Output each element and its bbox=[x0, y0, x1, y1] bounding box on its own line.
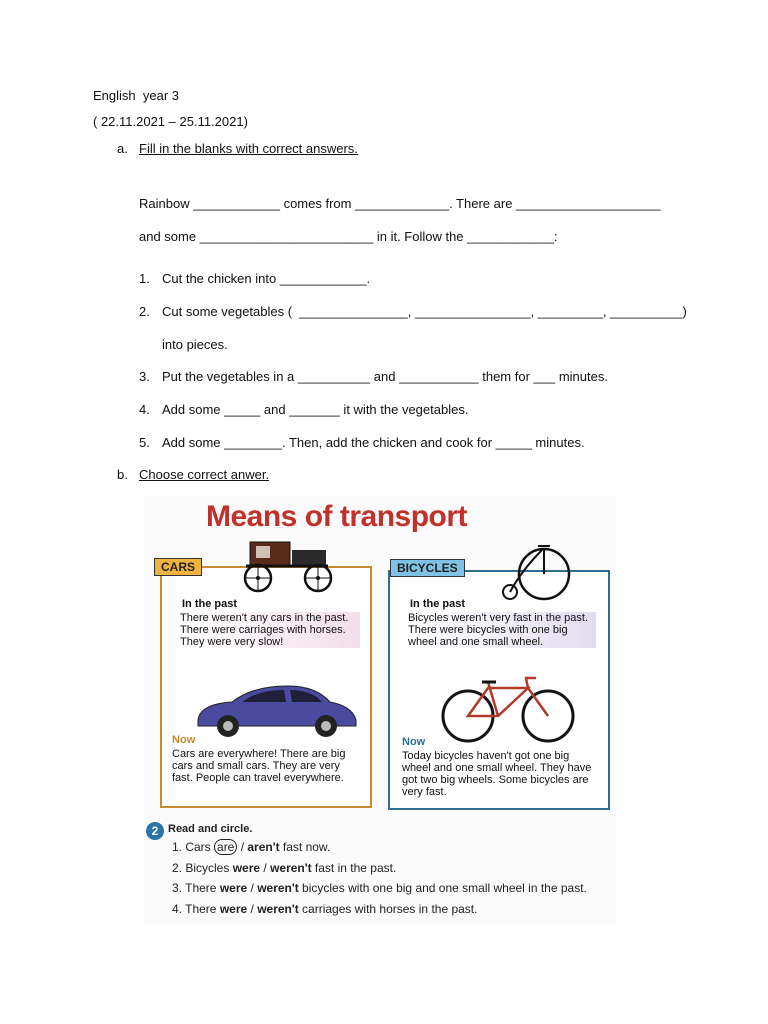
bicycles-past-text: Bicycles weren't very fast in the past. There were bicycles with one big wheel and one small wheel. bbox=[408, 612, 596, 648]
step-number: 2. bbox=[139, 304, 150, 319]
document-title: English year 3 bbox=[93, 88, 179, 103]
section-a-instruction: Fill in the blanks with correct answers. bbox=[139, 141, 358, 156]
bicycles-now-heading: Now bbox=[402, 736, 426, 748]
item-suffix: carriages with horses in the past. bbox=[298, 902, 478, 916]
step-number: 1. bbox=[139, 271, 150, 286]
cars-past-text: There weren't any cars in the past. There were carriages with horses. They were very slow! bbox=[180, 612, 360, 648]
step-text: Put the vegetables in a __________ and ___________ them for ___ minutes. bbox=[162, 369, 608, 384]
exercise-title: Read and circle. bbox=[168, 823, 253, 835]
circled-option[interactable]: are bbox=[214, 839, 237, 855]
penny-farthing-icon bbox=[498, 542, 574, 602]
step-text: Add some _____ and _______ it with the vegetables. bbox=[162, 402, 469, 417]
option-separator: / bbox=[247, 881, 258, 895]
option-2[interactable]: weren't bbox=[257, 881, 299, 895]
exercise-number-badge: 2 bbox=[146, 822, 164, 840]
step-number: 3. bbox=[139, 369, 150, 384]
cars-now-heading: Now bbox=[172, 734, 196, 746]
document-dates: ( 22.11.2021 – 25.11.2021) bbox=[93, 114, 248, 129]
section-a-marker: a. bbox=[117, 141, 128, 156]
exercise-item-2 bbox=[172, 861, 396, 875]
fill-line-2: and some ________________________ in it. Follow the ____________: bbox=[139, 229, 558, 244]
option-separator: / bbox=[237, 840, 248, 854]
item-suffix: bicycles with one big and one small wheel in the past. bbox=[298, 881, 587, 895]
step-text-continued: into pieces. bbox=[162, 337, 228, 352]
bicycles-past-heading: In the past bbox=[410, 598, 466, 610]
step-number: 4. bbox=[139, 402, 150, 417]
item-suffix: fast in the past. bbox=[311, 861, 397, 875]
option-1[interactable]: were bbox=[219, 881, 248, 895]
exercise-item-3 bbox=[172, 881, 587, 895]
option-1[interactable]: were bbox=[232, 861, 261, 875]
bicycles-tag: BICYCLES bbox=[390, 559, 465, 577]
option-2[interactable]: weren't bbox=[270, 861, 312, 875]
item-suffix: fast now. bbox=[279, 840, 331, 854]
bicycles-now-text: Today bicycles haven't got one big wheel and one small wheel. They have got two big wheels. Some bicycles are very fast. bbox=[402, 750, 592, 798]
cars-now-text: Cars are everywhere! There are big cars and small cars. They are very fast. People can travel everywhere. bbox=[172, 748, 346, 784]
exercise-item-4 bbox=[172, 902, 477, 916]
section-b-marker: b. bbox=[117, 467, 128, 482]
step-text: Cut the chicken into ____________. bbox=[162, 271, 371, 286]
option-separator: / bbox=[260, 861, 271, 875]
cars-tag: CARS bbox=[154, 558, 202, 576]
carriage-icon bbox=[232, 536, 344, 594]
item-prefix: 4. There bbox=[172, 902, 220, 916]
item-prefix: 3. There bbox=[172, 881, 220, 895]
transport-worksheet-image bbox=[144, 496, 616, 924]
step-text: Add some ________. Then, add the chicken and cook for _____ minutes. bbox=[162, 435, 585, 450]
car-icon bbox=[192, 682, 360, 740]
step-text: Cut some vegetables ( _______________, ________________, _________, __________) bbox=[162, 304, 687, 319]
bicycle-icon bbox=[440, 672, 576, 744]
option-1[interactable]: were bbox=[219, 902, 248, 916]
step-number: 5. bbox=[139, 435, 150, 450]
fill-line-1: Rainbow ____________ comes from _____________. There are ____________________ bbox=[139, 196, 661, 211]
exercise-item-1 bbox=[172, 840, 330, 854]
option-2[interactable]: weren't bbox=[257, 902, 299, 916]
item-prefix: 2. Bicycles bbox=[172, 861, 233, 875]
option-separator: / bbox=[247, 902, 258, 916]
section-b-instruction: Choose correct anwer. bbox=[139, 467, 270, 482]
item-prefix: 1. Cars bbox=[172, 840, 215, 854]
cars-past-heading: In the past bbox=[182, 598, 238, 610]
worksheet-headline: Means of transport bbox=[206, 500, 468, 533]
option-2[interactable]: aren't bbox=[247, 840, 280, 854]
